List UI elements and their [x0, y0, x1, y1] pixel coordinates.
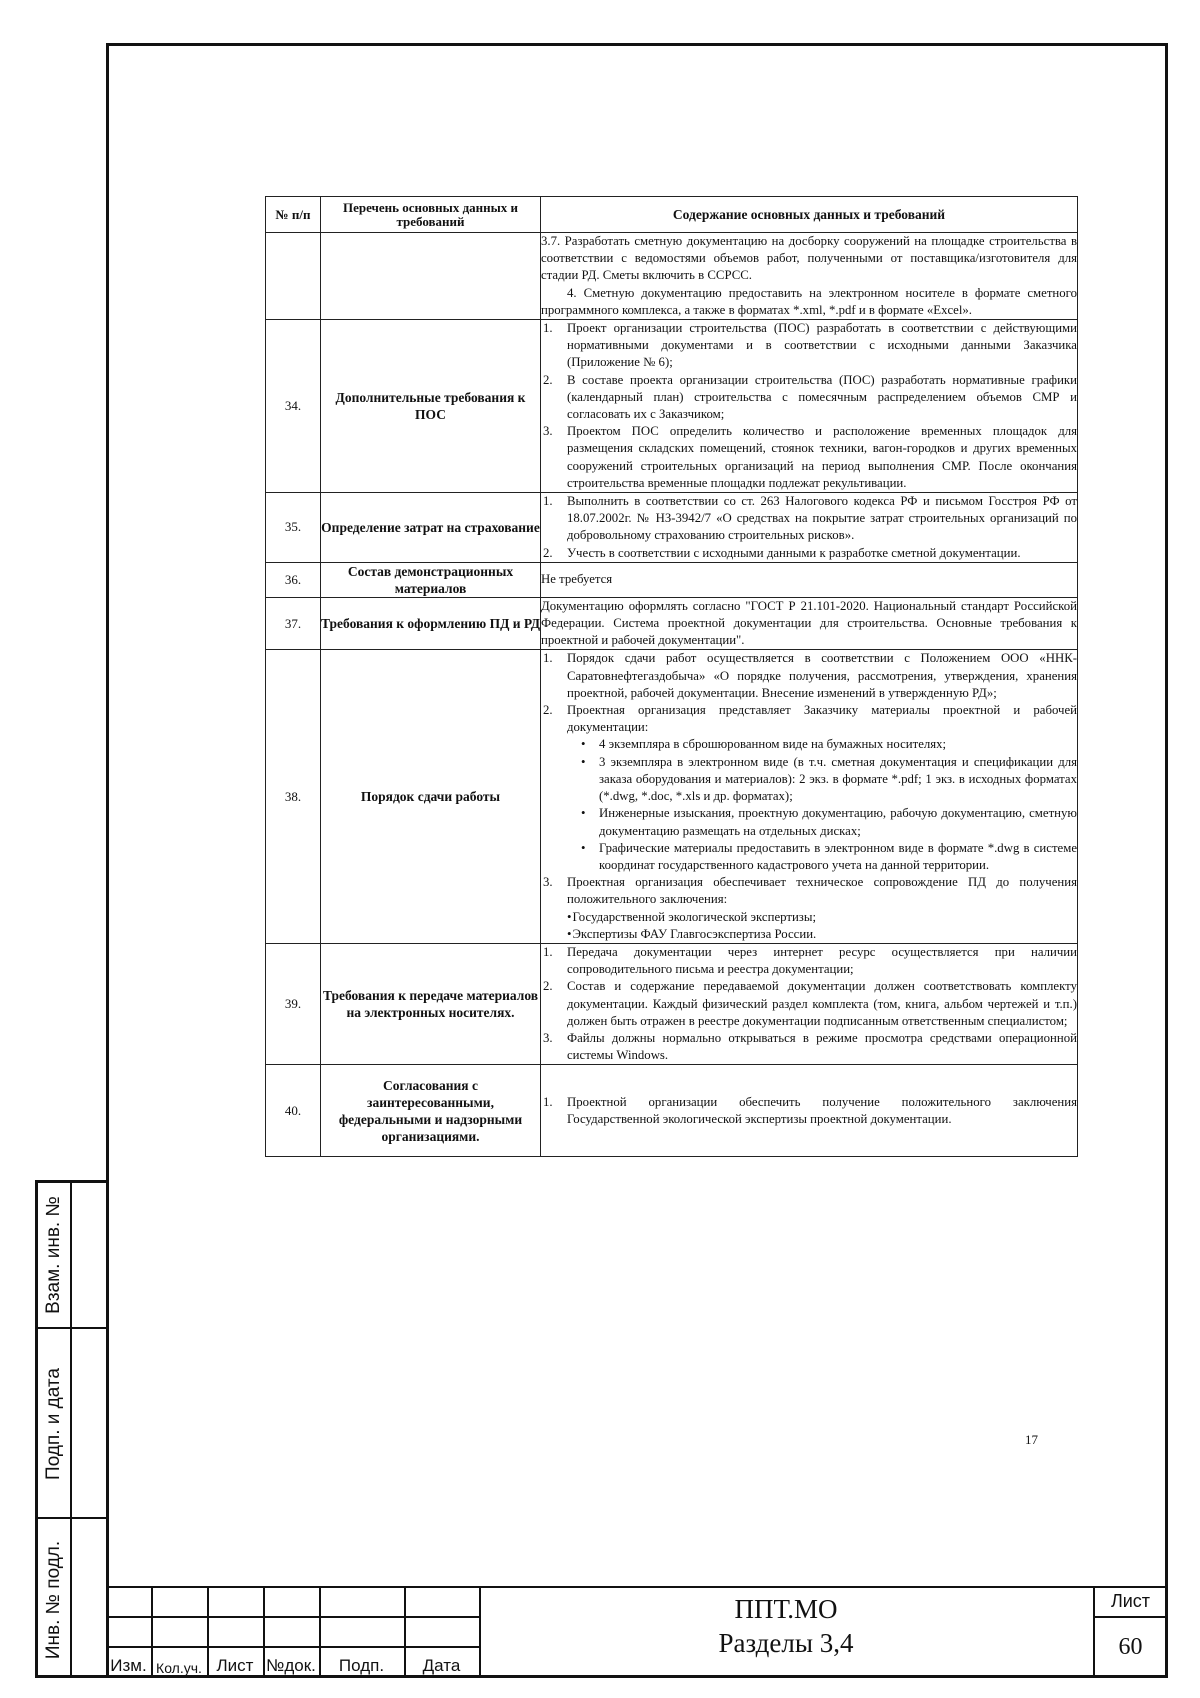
sheet-number: 60	[1118, 1634, 1143, 1660]
side-stamp-podp-label: Подп. и дата	[43, 1368, 65, 1480]
col-kol-uch: Кол.уч.	[156, 1660, 202, 1676]
table-row-35	[266, 493, 1078, 563]
row-38-num: 38.	[266, 650, 321, 943]
list-item: 1. Передача документации через интернет ресурс осуществляется при наличии сопроводительного письма и реестра документации;	[543, 944, 1077, 977]
table-row-39	[266, 943, 1078, 1064]
header-name: Перечень основных данных и требований	[321, 197, 541, 233]
row-37-content: Документацию оформлять согласно "ГОСТ Р 21.101-2020. Национальный стандарт Российской Федерации. Система проектной документации для строительства. Основные требования к проектной и рабочей документации".	[541, 597, 1078, 650]
bullet-item: • Инженерные изыскания, проектную документацию, рабочую документацию, сметную документацию размещать на отдельных дисках;	[581, 805, 1077, 839]
side-stamp-vzam-cell	[38, 1183, 70, 1327]
col-data: Дата	[422, 1656, 461, 1675]
col-izm: Изм.	[110, 1656, 147, 1675]
bullet-item: • Графические материалы предоставить в электронном виде в формате *.dwg в системе координат государственного кадастрового учета на данной территории.	[581, 840, 1077, 874]
row-35-num: 35.	[266, 493, 321, 563]
list-item: 3. Проектная организация обеспечивает техническое сопровождение ПД до получения положительного заключения:	[543, 875, 1077, 907]
table-header-row	[266, 197, 1078, 233]
title-block	[106, 1586, 1168, 1678]
side-stamp-podp-cell	[38, 1329, 70, 1519]
row-35-content	[541, 493, 1078, 563]
row-40-content	[541, 1065, 1078, 1157]
side-stamp	[35, 1180, 106, 1678]
row-37-num: 37.	[266, 597, 321, 650]
row-39-name: Требования к передаче материалов на электронных носителях.	[321, 943, 541, 1064]
row-34-num: 34.	[266, 320, 321, 493]
side-stamp-inv-label: Инв. № подл.	[43, 1540, 65, 1659]
row-40-num: 40.	[266, 1065, 321, 1157]
row-34-name: Дополнительные требования к ПОС	[321, 320, 541, 493]
row-34-content	[541, 320, 1078, 493]
document-code-line2: Разделы 3,4	[718, 1628, 854, 1658]
list-item: 3. Проектом ПОС определить количество и расположение временных площадок для размещения складских помещений, стоянок техники, вагон-городков и других временных сооружений строительных организаций на период выполнения СМР. После окончания строительства временные площадки подлежат рекультивации.	[543, 424, 1077, 490]
bullet-item: • Государственной экологической экспертизы;	[567, 909, 1077, 926]
table-row-36	[266, 562, 1078, 597]
list-item: 1. Выполнить в соответствии со ст. 263 Налогового кодекса РФ и письмом Госстроя РФ от 18.07.2002г. № НЗ-3942/7 «О средствах на покрытие затрат строительных организаций по добровольному страхованию строительных рисков».	[543, 494, 1077, 543]
requirements-table	[265, 196, 1078, 1157]
row-36-content: Не требуется	[541, 562, 1078, 597]
row-35-name: Определение затрат на страхование	[321, 493, 541, 563]
row-40-name: Согласования с заинтересованными, федеральными и надзорными организациями.	[321, 1065, 541, 1157]
header-content: Содержание основных данных и требований	[541, 197, 1078, 233]
col-ndok: №док.	[266, 1656, 316, 1675]
row-38-content	[541, 650, 1078, 943]
row-39-content	[541, 943, 1078, 1064]
table-row-34	[266, 320, 1078, 493]
table-row-37	[266, 597, 1078, 650]
col-podp: Подп.	[338, 1656, 385, 1675]
scanned-page	[265, 196, 1077, 1157]
row-continuation-content	[541, 233, 1078, 320]
table-row-38	[266, 650, 1078, 943]
row-38-name: Порядок сдачи работы	[321, 650, 541, 943]
document-code	[479, 1592, 1093, 1660]
list-item: 2. В составе проекта организации строительства (ПОС) разработать нормативные графики (календарный план) строительства с помесячным распределением объемов СМР и согласовать их с Заказчиком;	[543, 372, 1077, 422]
list-item: 2. Проектная организация представляет Заказчику материалы проектной и рабочей документации:	[543, 703, 1077, 735]
row-37-name: Требования к оформлению ПД и РД	[321, 597, 541, 650]
bullet-item: • 4 экземпляра в сброшюрованном виде на бумажных носителях;	[581, 736, 1077, 753]
bullet-item: • Экспертизы ФАУ Главгосэкспертиза России.	[567, 926, 1077, 943]
list-item: 1. Проектной организации обеспечить получение положительного заключения Государственной экологической экспертизы проектной документации.	[543, 1094, 1077, 1126]
col-list: Лист	[216, 1656, 254, 1675]
sheet-label: Лист	[1110, 1591, 1151, 1611]
list-item: 2. Состав и содержание передаваемой документации должен соответствовать комплекту документации. Каждый физический раздел комплекта (том, книга, альбом чертежей и т.п.) должен быть отражен в реестре документации подписанным ответственным специалистом;	[543, 979, 1077, 1028]
continuation-p2: 4. Сметную документацию предоставить на электронном носителе в формате сметного программного комплекса, а также в форматах *.xml, *.pdf и в формате «Excel».	[541, 285, 1077, 317]
row-36-name: Состав демонстрационных материалов	[321, 562, 541, 597]
row-39-num: 39.	[266, 943, 321, 1064]
scan-page-number: 17	[1025, 1432, 1038, 1447]
list-item: 1. Порядок сдачи работ осуществляется в соответствии с Положением ООО «ННК-Саратовнефтегаздобыча» «О порядке получения, рассмотрения, утверждения, хранения проектной, рабочей документации. Внесение изменений в утвержденную РД»;	[543, 651, 1077, 700]
table-row-40	[266, 1065, 1078, 1157]
document-code-line1: ППТ.МО	[734, 1594, 838, 1624]
continuation-p1: 3.7. Разработать сметную документацию на досборку сооружений на площадке строительства в соответствии с ведомостями объемов работ, полученными от поставщика/изготовителя для стадии РД. Сметы включить в ССРСС.	[541, 234, 1077, 283]
list-item: 1. Проект организации строительства (ПОС) разработать в соответствии с действующими нормативными документами и в соответствии с исходными данными Заказчика (Приложение № 6);	[543, 321, 1077, 370]
list-item: 3. Файлы должны нормально открываться в режиме просмотра средствами операционной системы Windows.	[543, 1030, 1077, 1063]
header-num: № п/п	[266, 197, 321, 233]
table-row-continuation	[266, 233, 1078, 320]
side-stamp-vzam-label: Взам. инв. №	[43, 1196, 64, 1314]
list-item: 2. Учесть в соответствии с исходными данными к разработке сметной документации.	[543, 545, 1021, 560]
bullet-item: • 3 экземпляра в электронном виде (в т.ч. сметная документация и спецификации для заказа оборудования и материалов): 2 экз. в формате *.pdf; 1 экз. в исходных форматах (*.dwg, *.doc, *.xls и др. форматах);	[581, 754, 1077, 806]
row-36-num: 36.	[266, 562, 321, 597]
side-stamp-inv-cell	[38, 1521, 70, 1678]
